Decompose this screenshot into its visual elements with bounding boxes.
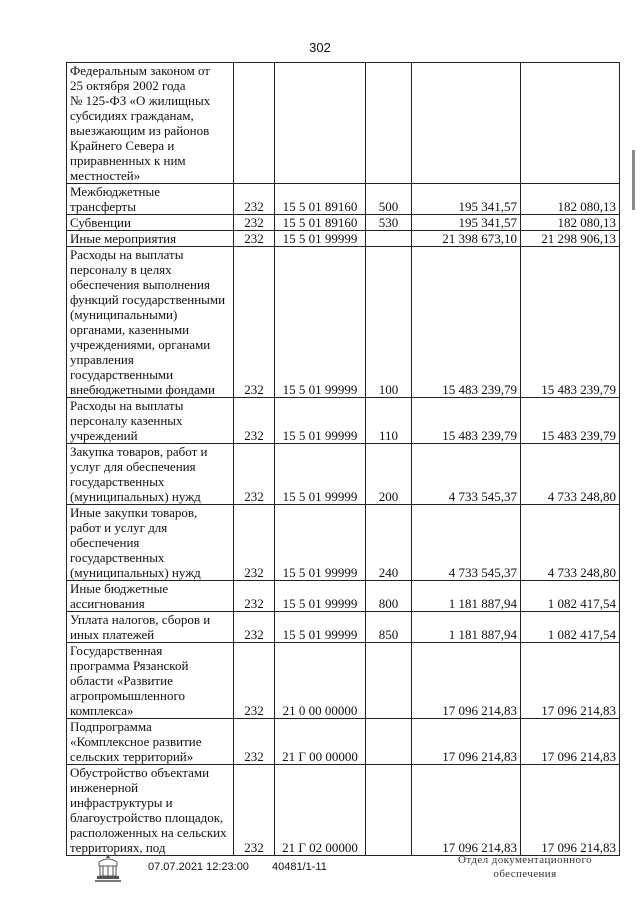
cell-kcsr: 21 0 00 00000 [275, 643, 366, 719]
cell-v2: 17 096 214,83 [521, 643, 620, 719]
cell-kcsr: 21 Г 02 00000 [275, 765, 366, 856]
table-row [67, 444, 620, 505]
cell-v1 [412, 63, 521, 184]
cell-name: Субвенции [67, 215, 234, 231]
cell-vr: 240 [366, 505, 412, 581]
budget-table-body [67, 63, 620, 856]
cell-code: 232 [234, 765, 275, 856]
cell-kcsr: 15 5 01 99999 [275, 505, 366, 581]
cell-v2: 15 483 239,79 [521, 398, 620, 444]
cell-name: Иные бюджетные ассигнования [67, 581, 234, 612]
cell-v2: 1 082 417,54 [521, 581, 620, 612]
table-row [67, 215, 620, 231]
cell-v2: 182 080,13 [521, 215, 620, 231]
cell-v1: 15 483 239,79 [412, 247, 521, 398]
cell-name: Уплата налогов, сборов и иных платежей [67, 612, 234, 643]
cell-code: 232 [234, 581, 275, 612]
cell-kcsr: 15 5 01 99999 [275, 444, 366, 505]
scan-edge-mark [632, 150, 635, 210]
table-row [67, 63, 620, 184]
cell-vr: 100 [366, 247, 412, 398]
cell-code: 232 [234, 444, 275, 505]
cell-code: 232 [234, 184, 275, 215]
cell-name: Закупка товаров, работ и услуг для обеспечения государственных (муниципальных) нужд [67, 444, 234, 505]
cell-kcsr: 15 5 01 89160 [275, 184, 366, 215]
cell-v2 [521, 63, 620, 184]
cell-name: Иные закупки товаров, работ и услуг для обеспечения государственных (муниципальных) нужд [67, 505, 234, 581]
cell-kcsr: 15 5 01 99999 [275, 612, 366, 643]
cell-v2: 17 096 214,83 [521, 719, 620, 765]
cell-kcsr: 15 5 01 99999 [275, 231, 366, 247]
cell-code: 232 [234, 505, 275, 581]
cell-v1: 4 733 545,37 [412, 444, 521, 505]
department-stamp [450, 853, 600, 881]
cell-code: 232 [234, 719, 275, 765]
cell-v1: 17 096 214,83 [412, 765, 521, 856]
department-line-1: Отдел документационного [457, 854, 592, 866]
cell-name: Межбюджетные трансферты [67, 184, 234, 215]
cell-kcsr [275, 63, 366, 184]
cell-code: 232 [234, 247, 275, 398]
cell-v2: 1 082 417,54 [521, 612, 620, 643]
table-row [67, 231, 620, 247]
cell-code: 232 [234, 215, 275, 231]
cell-name: Расходы на выплаты персоналу казенных учреждений [67, 398, 234, 444]
cell-vr: 530 [366, 215, 412, 231]
cell-v2: 182 080,13 [521, 184, 620, 215]
cell-vr [366, 719, 412, 765]
cell-kcsr: 15 5 01 99999 [275, 581, 366, 612]
cell-v1: 1 181 887,94 [412, 581, 521, 612]
cell-v1: 195 341,57 [412, 215, 521, 231]
cell-v1: 15 483 239,79 [412, 398, 521, 444]
registration-number: 40481/1-11 [272, 861, 327, 873]
table-row [67, 612, 620, 643]
cell-code: 232 [234, 643, 275, 719]
cell-kcsr: 15 5 01 89160 [275, 215, 366, 231]
table-row [67, 643, 620, 719]
table-row [67, 719, 620, 765]
cell-vr [366, 231, 412, 247]
cell-code: 232 [234, 612, 275, 643]
cell-v2: 17 096 214,83 [521, 765, 620, 856]
cell-name: Федеральным законом от 25 октября 2002 года № 125-ФЗ «О жилищных субсидиях гражданам, выезжающим из районов Крайнего Севера и приравненных к ним местностей» [67, 63, 234, 184]
page-number: 302 [309, 40, 331, 55]
coat-of-arms-icon [93, 852, 123, 884]
cell-vr: 800 [366, 581, 412, 612]
cell-vr: 110 [366, 398, 412, 444]
cell-vr [366, 765, 412, 856]
table-row [67, 184, 620, 215]
cell-v2: 15 483 239,79 [521, 247, 620, 398]
table-row [67, 247, 620, 398]
cell-v1: 17 096 214,83 [412, 719, 521, 765]
cell-v1: 1 181 887,94 [412, 612, 521, 643]
cell-name: Государственная программа Рязанской области «Развитие агропромышленного комплекса» [67, 643, 234, 719]
table-row [67, 765, 620, 856]
cell-code [234, 63, 275, 184]
table-row [67, 505, 620, 581]
cell-vr [366, 63, 412, 184]
cell-code: 232 [234, 231, 275, 247]
cell-name: Подпрограмма «Комплексное развитие сельских территорий» [67, 719, 234, 765]
document-footer [0, 850, 640, 895]
cell-v1: 4 733 545,37 [412, 505, 521, 581]
cell-vr [366, 643, 412, 719]
cell-v2: 4 733 248,80 [521, 444, 620, 505]
cell-v1: 21 398 673,10 [412, 231, 521, 247]
cell-name: Расходы на выплаты персоналу в целях обеспечения выполнения функций государственными (муниципальными) органами, казенными учреждениями, органами управления государственными внебюджетными фондами [67, 247, 234, 398]
table-row [67, 398, 620, 444]
cell-v1: 17 096 214,83 [412, 643, 521, 719]
budget-table [66, 62, 620, 856]
table-row [67, 581, 620, 612]
cell-name: Обустройство объектами инженерной инфраструктуры и благоустройство площадок, расположенных на сельских территориях, под [67, 765, 234, 856]
cell-vr: 200 [366, 444, 412, 505]
cell-v2: 4 733 248,80 [521, 505, 620, 581]
cell-kcsr: 15 5 01 99999 [275, 398, 366, 444]
cell-vr: 500 [366, 184, 412, 215]
cell-vr: 850 [366, 612, 412, 643]
cell-v2: 21 298 906,13 [521, 231, 620, 247]
cell-name: Иные мероприятия [67, 231, 234, 247]
cell-code: 232 [234, 398, 275, 444]
cell-v1: 195 341,57 [412, 184, 521, 215]
cell-kcsr: 15 5 01 99999 [275, 247, 366, 398]
department-line-2: обеспечения [493, 868, 557, 880]
cell-kcsr: 21 Г 00 00000 [275, 719, 366, 765]
registration-datetime: 07.07.2021 12:23:00 [148, 861, 249, 873]
